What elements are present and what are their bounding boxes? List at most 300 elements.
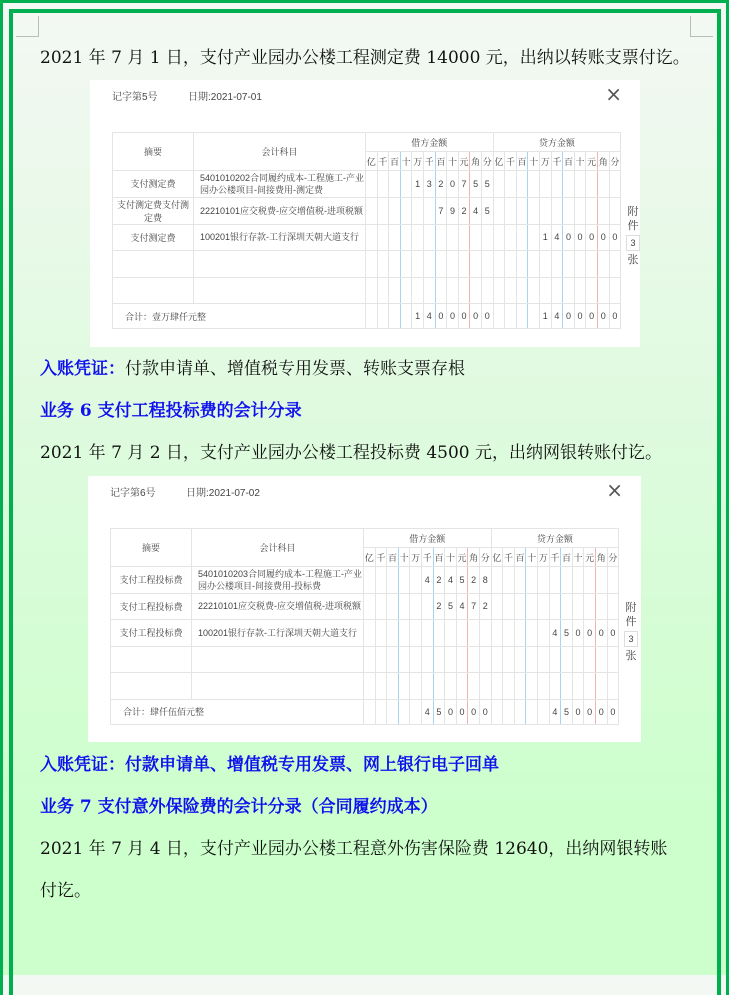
amount-digit-cell [410, 567, 422, 594]
total-label: 合计：肆仟伍佰元整 [111, 699, 364, 724]
amount-digit-cell [400, 224, 412, 251]
amount-digit-cell [400, 251, 412, 278]
amount-digit-cell [609, 197, 621, 224]
amount-digit-cell [561, 567, 573, 594]
amount-digit-cell: 1 [412, 171, 424, 198]
attachments-input[interactable]: 3 [626, 235, 640, 251]
digit-unit-header: 千 [423, 152, 435, 171]
row-summary: 支付工程投标费 [111, 593, 192, 620]
digit-unit-header: 元 [586, 152, 598, 171]
amount-digit-cell: 0 [572, 620, 584, 647]
amount-digit-cell [389, 251, 401, 278]
voucher-number: 记字第5号 [112, 92, 158, 103]
amount-digit-cell [398, 567, 410, 594]
digit-unit-header: 千 [421, 548, 433, 567]
digit-unit-header: 分 [607, 548, 619, 567]
digit-unit-header: 角 [595, 548, 607, 567]
amount-digit-cell [528, 251, 540, 278]
paragraph-transaction-6: 2021 年 7 月 2 日，支付产业园办公楼工程投标费 4500 元，出纳网银转账付讫。 [40, 443, 662, 463]
amount-digit-cell [503, 673, 515, 700]
digit-unit-header: 角 [470, 152, 482, 171]
amount-digit-cell [514, 567, 526, 594]
amount-digit-cell [493, 277, 505, 304]
amount-digit-cell: 0 [468, 699, 480, 724]
amount-digit-cell: 2 [433, 567, 445, 594]
amount-digit-cell [387, 593, 399, 620]
amount-digit-cell [505, 251, 517, 278]
amount-digit-cell: 4 [423, 304, 435, 329]
amount-digit-cell [377, 171, 389, 198]
amount-digit-cell [539, 251, 551, 278]
digit-unit-header: 十 [400, 152, 412, 171]
table-row[interactable] [111, 673, 619, 700]
amount-digit-cell [423, 197, 435, 224]
amount-digit-cell [447, 224, 459, 251]
amount-digit-cell: 0 [470, 304, 482, 329]
amount-digit-cell [479, 646, 491, 673]
amount-digit-cell [468, 646, 480, 673]
amount-digit-cell: 0 [597, 304, 609, 329]
amount-digit-cell [377, 251, 389, 278]
amount-digit-cell [514, 646, 526, 673]
digit-unit-header: 百 [435, 152, 447, 171]
amount-digit-cell: 3 [423, 171, 435, 198]
amount-digit-cell [537, 567, 549, 594]
amount-digit-cell [549, 567, 561, 594]
amount-digit-cell [503, 646, 515, 673]
amount-digit-cell [514, 673, 526, 700]
amount-digit-cell [377, 197, 389, 224]
amount-digit-cell [410, 646, 422, 673]
attach-label: 附 [627, 206, 639, 218]
digit-unit-header: 元 [456, 548, 468, 567]
amount-digit-cell [421, 673, 433, 700]
amount-digit-cell [366, 304, 378, 329]
amount-digit-cell: 0 [609, 224, 621, 251]
amount-digit-cell [398, 673, 410, 700]
digit-unit-header: 百 [389, 152, 401, 171]
amount-digit-cell [574, 171, 586, 198]
amount-digit-cell [505, 304, 517, 329]
amount-digit-cell [364, 646, 376, 673]
amount-digit-cell: 5 [433, 699, 445, 724]
amount-digit-cell: 4 [549, 699, 561, 724]
amount-digit-cell [470, 277, 482, 304]
amount-digit-cell [433, 646, 445, 673]
voucher-6 [88, 476, 641, 742]
paragraph-transaction-7-cont: 付讫。 [40, 881, 91, 901]
amount-digit-cell [398, 699, 410, 724]
amount-digit-cell [366, 224, 378, 251]
amount-digit-cell [491, 673, 503, 700]
amount-digit-cell [607, 567, 619, 594]
amount-digit-cell: 7 [435, 197, 447, 224]
amount-digit-cell [537, 593, 549, 620]
amount-digit-cell [537, 673, 549, 700]
amount-digit-cell [366, 277, 378, 304]
amount-digit-cell: 5 [481, 171, 493, 198]
amount-digit-cell [491, 646, 503, 673]
amount-digit-cell: 5 [561, 620, 573, 647]
amount-digit-cell [505, 171, 517, 198]
amount-digit-cell: 8 [479, 567, 491, 594]
amount-digit-cell: 0 [574, 224, 586, 251]
amount-digit-cell [549, 646, 561, 673]
table-row[interactable] [113, 197, 621, 224]
amount-digit-cell [389, 224, 401, 251]
amount-digit-cell: 0 [597, 224, 609, 251]
amount-digit-cell [412, 224, 424, 251]
amount-digit-cell [505, 197, 517, 224]
amount-digit-cell [398, 620, 410, 647]
amount-digit-cell [493, 224, 505, 251]
amount-digit-cell [445, 646, 457, 673]
amount-digit-cell [493, 304, 505, 329]
amount-digit-cell [516, 277, 528, 304]
row-summary [111, 673, 192, 700]
amount-digit-cell [364, 673, 376, 700]
digit-unit-header: 十 [526, 548, 538, 567]
amount-digit-cell [586, 251, 598, 278]
amount-digit-cell: 2 [468, 567, 480, 594]
amount-digit-cell: 4 [445, 567, 457, 594]
amount-digit-cell [400, 304, 412, 329]
attach-label: 件 [627, 220, 639, 232]
amount-digit-cell [526, 646, 538, 673]
debit-header: 借方金额 [366, 133, 494, 152]
amount-digit-cell [375, 673, 387, 700]
amount-digit-cell [537, 699, 549, 724]
amount-digit-cell: 2 [435, 171, 447, 198]
amount-digit-cell [400, 197, 412, 224]
amount-digit-cell: 0 [574, 304, 586, 329]
attachments-input[interactable]: 3 [624, 631, 638, 647]
amount-digit-cell: 0 [479, 699, 491, 724]
amount-digit-cell [410, 620, 422, 647]
amount-digit-cell [563, 197, 575, 224]
amount-digit-cell: 7 [458, 171, 470, 198]
voucher-date: 日期:2021-07-02 [186, 488, 260, 499]
heading-transaction-7: 业务 7 支付意外保险费的会计分录（合同履约成本） [40, 797, 438, 817]
summary-header: 摘要 [111, 529, 192, 567]
voucher-5 [90, 80, 640, 347]
amount-digit-cell [387, 646, 399, 673]
amount-digit-cell: 0 [607, 699, 619, 724]
amount-digit-cell [572, 567, 584, 594]
amount-digit-cell [421, 646, 433, 673]
amount-digit-cell [528, 197, 540, 224]
amount-digit-cell [516, 224, 528, 251]
amount-digit-cell [514, 620, 526, 647]
corner-mark-right [690, 16, 713, 37]
amount-digit-cell [493, 171, 505, 198]
row-subject: 5401010202合同履约成本-工程施工-产业园办公楼项目-间接费用-测定费 [194, 171, 366, 198]
row-subject: 100201银行存款-工行深圳天朝大道支行 [194, 224, 366, 251]
amount-digit-cell [563, 251, 575, 278]
digit-unit-header: 分 [609, 152, 621, 171]
amount-digit-cell [595, 593, 607, 620]
amount-digit-cell: 5 [445, 593, 457, 620]
amount-digit-cell [423, 277, 435, 304]
amount-digit-cell [572, 646, 584, 673]
digit-unit-header: 千 [375, 548, 387, 567]
amount-digit-cell [526, 673, 538, 700]
row-summary: 支付工程投标费 [111, 620, 192, 647]
amount-digit-cell [377, 224, 389, 251]
amount-digit-cell [458, 224, 470, 251]
amount-digit-cell [458, 277, 470, 304]
digit-unit-header: 十 [445, 548, 457, 567]
row-summary [111, 646, 192, 673]
row-subject [192, 646, 364, 673]
amount-digit-cell [537, 646, 549, 673]
amount-digit-cell: 0 [458, 304, 470, 329]
digit-unit-header: 千 [505, 152, 517, 171]
digit-unit-header: 元 [458, 152, 470, 171]
amount-digit-cell [503, 699, 515, 724]
voucher-number: 记字第6号 [110, 488, 156, 499]
amount-digit-cell [597, 251, 609, 278]
amount-digit-cell: 0 [609, 304, 621, 329]
amount-digit-cell: 0 [563, 224, 575, 251]
digit-unit-header: 千 [549, 548, 561, 567]
amount-digit-cell: 1 [539, 224, 551, 251]
amount-digit-cell: 7 [468, 593, 480, 620]
amount-digit-cell [539, 277, 551, 304]
amount-digit-cell [516, 251, 528, 278]
amount-digit-cell [435, 277, 447, 304]
amount-digit-cell: 5 [481, 197, 493, 224]
amount-digit-cell [595, 646, 607, 673]
close-icon[interactable]: × [606, 478, 623, 502]
digit-unit-header: 十 [528, 152, 540, 171]
amount-digit-cell: 0 [595, 699, 607, 724]
digit-unit-header: 万 [537, 548, 549, 567]
amount-digit-cell [468, 620, 480, 647]
amount-digit-cell: 0 [456, 699, 468, 724]
digit-unit-header: 分 [479, 548, 491, 567]
amount-digit-cell [366, 171, 378, 198]
header-row [111, 529, 619, 548]
digit-unit-header: 十 [447, 152, 459, 171]
voucher-date: 日期:2021-07-01 [188, 92, 262, 103]
amount-digit-cell [481, 224, 493, 251]
digit-unit-header: 百 [387, 548, 399, 567]
amount-digit-cell: 0 [447, 171, 459, 198]
amount-digit-cell [597, 171, 609, 198]
table-row[interactable] [113, 277, 621, 304]
digit-unit-header: 百 [433, 548, 445, 567]
amount-digit-cell [514, 593, 526, 620]
amount-digit-cell [435, 251, 447, 278]
amount-digit-cell [563, 277, 575, 304]
amount-digit-cell: 4 [549, 620, 561, 647]
amount-digit-cell [586, 277, 598, 304]
amount-digit-cell [503, 567, 515, 594]
amount-digit-cell [505, 277, 517, 304]
digit-unit-header: 亿 [493, 152, 505, 171]
amount-digit-cell [387, 673, 399, 700]
amount-digit-cell [574, 197, 586, 224]
digit-unit-header: 百 [516, 152, 528, 171]
table-row[interactable] [113, 171, 621, 198]
digit-unit-header: 亿 [366, 152, 378, 171]
close-icon[interactable]: × [605, 82, 622, 106]
total-row [111, 699, 619, 724]
voucher-table [110, 528, 619, 725]
amount-digit-cell [503, 593, 515, 620]
amount-digit-cell [389, 197, 401, 224]
amount-digit-cell [377, 304, 389, 329]
amount-digit-cell: 4 [421, 699, 433, 724]
row-summary [113, 251, 194, 278]
amount-digit-cell [491, 699, 503, 724]
amount-digit-cell [456, 620, 468, 647]
amount-digit-cell: 4 [456, 593, 468, 620]
amount-digit-cell [574, 251, 586, 278]
amount-digit-cell [410, 673, 422, 700]
amount-digit-cell [516, 171, 528, 198]
amount-digit-cell [387, 620, 399, 647]
attach-label: 张 [627, 254, 639, 266]
amount-digit-cell [456, 646, 468, 673]
amount-digit-cell [493, 197, 505, 224]
amount-digit-cell [470, 251, 482, 278]
amount-digit-cell [526, 699, 538, 724]
amount-digit-cell [468, 673, 480, 700]
amount-digit-cell [479, 620, 491, 647]
digit-unit-header: 万 [410, 548, 422, 567]
amount-digit-cell [595, 567, 607, 594]
amount-digit-cell [366, 197, 378, 224]
amount-digit-cell [584, 673, 596, 700]
amount-digit-cell: 0 [607, 620, 619, 647]
amount-digit-cell [539, 171, 551, 198]
amount-digit-cell [435, 224, 447, 251]
amount-digit-cell [447, 277, 459, 304]
row-summary: 支付测定费支付测定费 [113, 197, 194, 224]
attachments-count [626, 205, 640, 267]
table-row[interactable] [111, 567, 619, 594]
amount-digit-cell: 4 [421, 567, 433, 594]
amount-digit-cell [410, 699, 422, 724]
amount-digit-cell [470, 224, 482, 251]
amount-digit-cell [516, 304, 528, 329]
row-subject [194, 251, 366, 278]
amount-digit-cell: 0 [572, 699, 584, 724]
amount-digit-cell [375, 567, 387, 594]
digit-unit-header: 十 [398, 548, 410, 567]
amount-digit-cell: 0 [481, 304, 493, 329]
table-row[interactable] [111, 593, 619, 620]
amount-digit-cell [561, 593, 573, 620]
header-row [113, 133, 621, 152]
amount-digit-cell: 0 [435, 304, 447, 329]
amount-digit-cell [505, 224, 517, 251]
amount-digit-cell [609, 277, 621, 304]
amount-digit-cell: 0 [595, 620, 607, 647]
amount-digit-cell [375, 620, 387, 647]
amount-digit-cell: 4 [551, 304, 563, 329]
amount-digit-cell [375, 699, 387, 724]
attach-label: 张 [625, 650, 637, 662]
paragraph-voucher-docs-5 [40, 358, 465, 380]
table-row[interactable] [113, 224, 621, 251]
amount-digit-cell [584, 646, 596, 673]
amount-digit-cell [526, 593, 538, 620]
row-subject [194, 277, 366, 304]
credit-header: 贷方金额 [491, 529, 619, 548]
amount-digit-cell [551, 171, 563, 198]
row-summary [113, 277, 194, 304]
amount-digit-cell [574, 277, 586, 304]
attachments-count [624, 601, 638, 663]
digit-unit-header: 百 [514, 548, 526, 567]
amount-digit-cell [400, 171, 412, 198]
amount-digit-cell [366, 251, 378, 278]
docs-label: 入账凭证： [40, 359, 125, 379]
amount-digit-cell [491, 593, 503, 620]
amount-digit-cell [445, 673, 457, 700]
table-row[interactable] [113, 251, 621, 278]
amount-digit-cell [377, 277, 389, 304]
paragraph-voucher-docs-6: 入账凭证：付款申请单、增值税专用发票、网上银行电子回单 [40, 755, 499, 775]
summary-header: 摘要 [113, 133, 194, 171]
amount-digit-cell [595, 673, 607, 700]
subject-header: 会计科目 [194, 133, 366, 171]
amount-digit-cell: 0 [447, 304, 459, 329]
amount-digit-cell [389, 304, 401, 329]
row-summary: 支付测定费 [113, 171, 194, 198]
amount-digit-cell [609, 251, 621, 278]
digit-unit-header: 万 [412, 152, 424, 171]
amount-digit-cell [607, 646, 619, 673]
amount-digit-cell: 2 [479, 593, 491, 620]
amount-digit-cell [514, 699, 526, 724]
row-subject [192, 673, 364, 700]
amount-digit-cell [561, 646, 573, 673]
amount-digit-cell [609, 171, 621, 198]
amount-digit-cell [561, 673, 573, 700]
digit-unit-header: 千 [503, 548, 515, 567]
amount-digit-cell [586, 197, 598, 224]
amount-digit-cell: 5 [456, 567, 468, 594]
amount-digit-cell: 4 [551, 224, 563, 251]
amount-digit-cell [387, 567, 399, 594]
amount-digit-cell [549, 673, 561, 700]
table-row[interactable] [111, 620, 619, 647]
debit-header: 借方金额 [364, 529, 492, 548]
amount-digit-cell [607, 593, 619, 620]
amount-digit-cell [516, 197, 528, 224]
amount-digit-cell [398, 593, 410, 620]
amount-digit-cell [586, 171, 598, 198]
amount-digit-cell [412, 251, 424, 278]
digit-unit-header: 百 [561, 548, 573, 567]
amount-digit-cell [539, 197, 551, 224]
amount-digit-cell: 2 [433, 593, 445, 620]
amount-digit-cell [493, 251, 505, 278]
row-subject: 22210101应交税费-应交增值税-进项税额 [194, 197, 366, 224]
row-subject: 5401010203合同履约成本-工程施工-产业园办公楼项目-间接费用-投标费 [192, 567, 364, 594]
digit-unit-header: 亿 [364, 548, 376, 567]
amount-digit-cell [572, 673, 584, 700]
paragraph-transaction-5: 2021 年 7 月 1 日，支付产业园办公楼工程测定费 14000 元，出纳以转账支票付讫。 [40, 48, 690, 68]
amount-digit-cell [458, 251, 470, 278]
amount-digit-cell: 0 [586, 224, 598, 251]
table-row[interactable] [111, 646, 619, 673]
amount-digit-cell [479, 673, 491, 700]
